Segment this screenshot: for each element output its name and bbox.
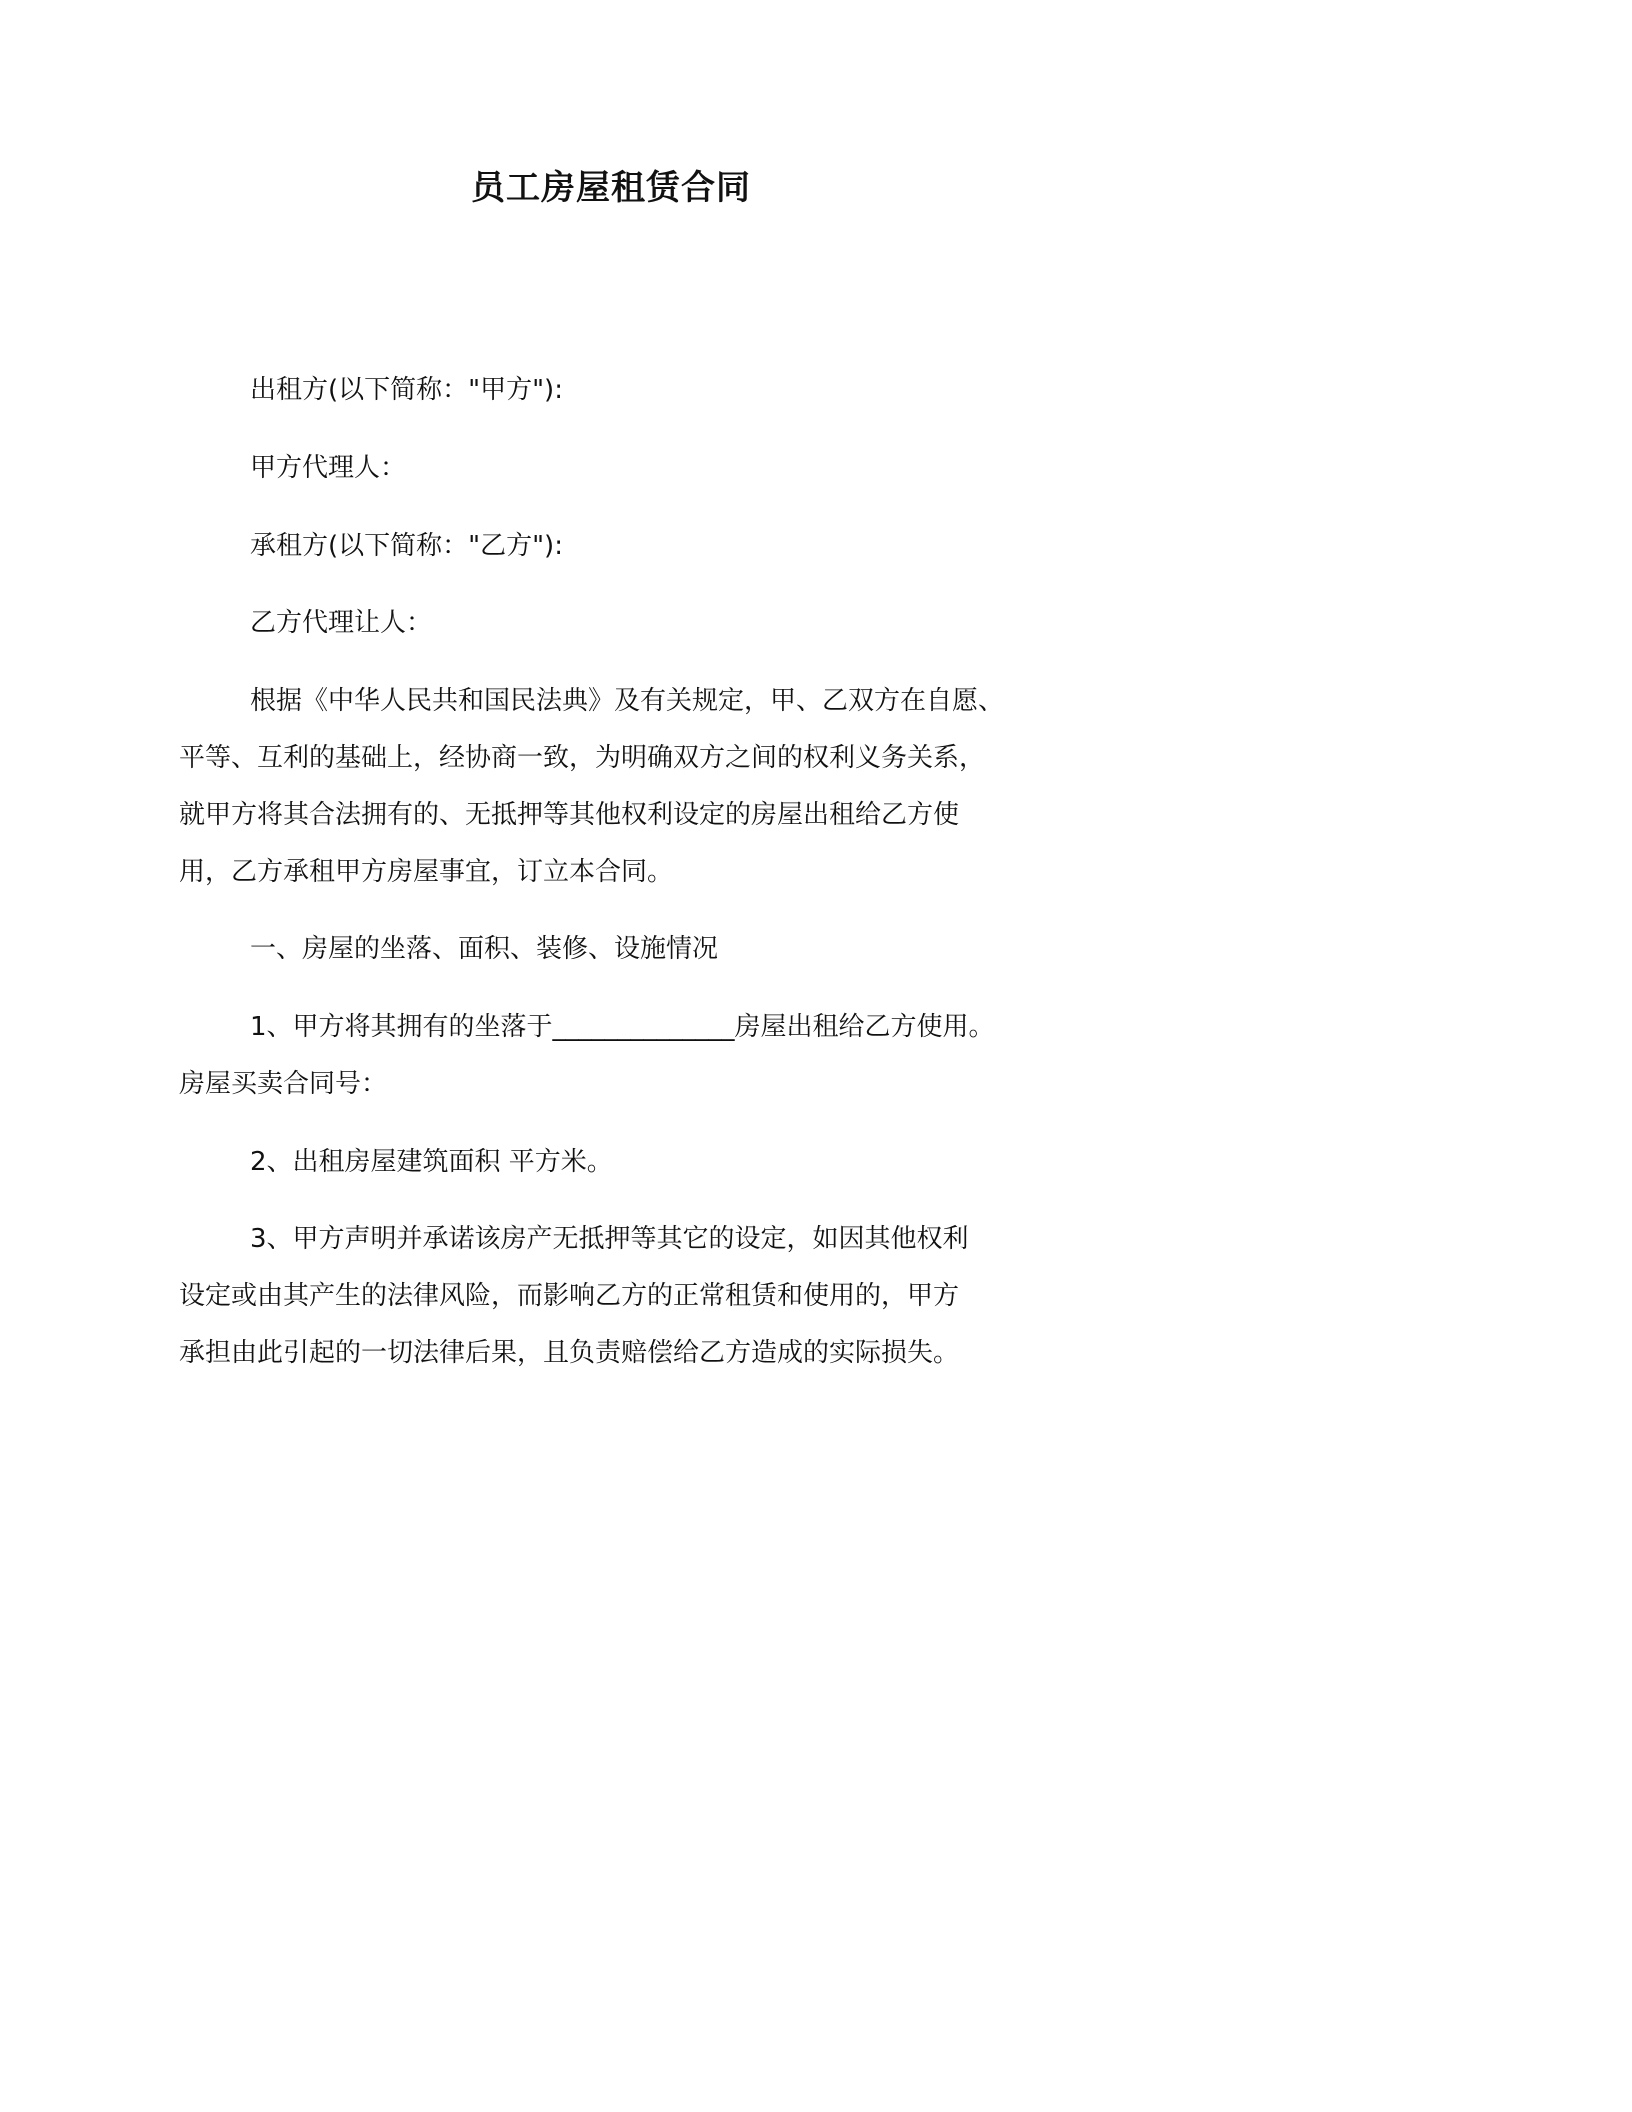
preamble-line: 平等、互利的基础上，经协商一致，为明确双方之间的权利义务关系，	[179, 743, 986, 773]
preamble-line: 用，乙方承租甲方房屋事宜，订立本合同。	[179, 857, 674, 887]
document-title: 员工房屋租赁合同	[471, 168, 751, 208]
clause-line: 1、甲方将其拥有的坐落于______________房屋出租给乙方使用。	[250, 1012, 995, 1042]
lessee-agent-line: 乙方代理让人：	[250, 608, 433, 638]
clause-line: 3、甲方声明并承诺该房产无抵押等其它的设定，如因其他权利	[250, 1224, 969, 1254]
clause-line: 承担由此引起的一切法律后果，且负责赔偿给乙方造成的实际损失。	[179, 1338, 960, 1368]
lessee-line: 承租方(以下简称："乙方"):	[250, 531, 563, 561]
clause-line: 设定或由其产生的法律风险，而影响乙方的正常租赁和使用的，甲方	[179, 1281, 960, 1311]
clause-line: 房屋买卖合同号：	[179, 1069, 388, 1099]
section-heading: 一、房屋的坐落、面积、装修、设施情况	[250, 934, 719, 964]
preamble-line: 根据《中华人民共和国民法典》及有关规定，甲、乙双方在自愿、	[250, 686, 1005, 716]
clause-line: 2、出租房屋建筑面积 平方米。	[250, 1147, 613, 1177]
lessor-line: 出租方(以下简称："甲方"):	[250, 375, 563, 405]
preamble-line: 就甲方将其合法拥有的、无抵押等其他权利设定的房屋出租给乙方使	[179, 800, 960, 830]
lessor-agent-line: 甲方代理人：	[250, 453, 407, 483]
